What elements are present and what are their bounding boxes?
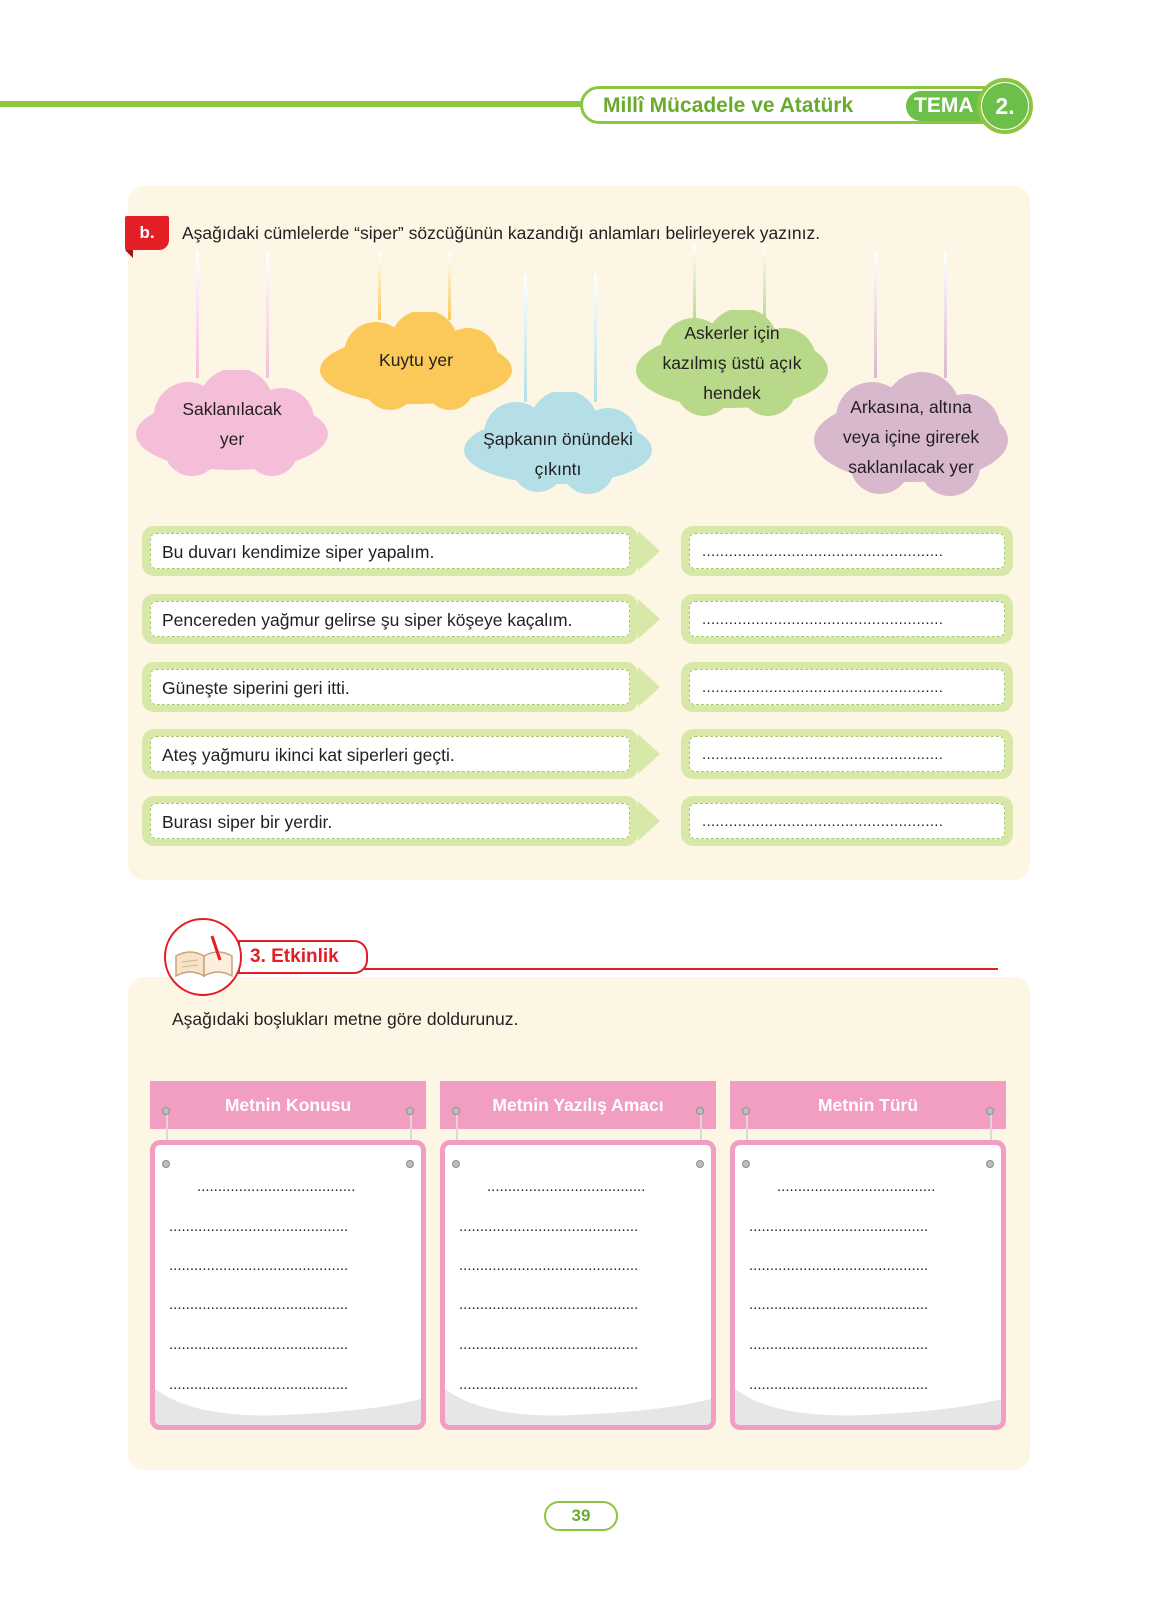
cloud-string xyxy=(266,252,269,378)
arrow-icon xyxy=(638,801,660,841)
answer-blank: ...................................................... xyxy=(702,543,944,560)
cloud-string xyxy=(448,252,451,320)
tema-number: 2. xyxy=(982,83,1028,129)
cloud-label: Şapkanın önündeki çıkıntı xyxy=(483,429,633,479)
cloud-label: Saklanılacak yer xyxy=(182,399,282,449)
page-number: 39 xyxy=(571,1506,591,1525)
header-rule xyxy=(0,101,600,107)
answer-blank: ...................................................... xyxy=(702,611,944,628)
arrow-icon xyxy=(638,531,660,571)
column-title: Metnin Türü xyxy=(817,1095,919,1115)
answer-blank: ...................................................... xyxy=(702,813,944,830)
cloud-label: Askerler için kazılmış üstü açık hendek xyxy=(662,323,802,403)
badge-fold xyxy=(125,250,133,258)
exercise-b-instruction: Aşağıdaki cümlelerde “siper” sözcüğünün kazandığı anlamları belirleyerek yazınız. xyxy=(182,223,821,243)
theme-title: Millî Mücadele ve Atatürk xyxy=(603,94,854,117)
cloud-label: Arkasına, altına veya içine girerek saklanılacak yer xyxy=(842,397,980,477)
sentence-text: Burası siper bir yerdir. xyxy=(162,812,333,832)
exercise-b-badge: b. xyxy=(125,216,169,250)
cloud-string xyxy=(196,252,199,378)
cloud-string xyxy=(524,274,527,402)
arrow-icon xyxy=(638,599,660,639)
cloud-string xyxy=(594,274,597,402)
cloud-label: Kuytu yer xyxy=(379,350,453,370)
cloud-string xyxy=(874,252,877,378)
answer-blank: ...................................................... xyxy=(702,679,944,696)
cloud-string xyxy=(944,252,947,378)
column-title: Metnin Yazılış Amacı xyxy=(492,1095,664,1115)
arrow-icon xyxy=(638,734,660,774)
activity-label: 3. Etkinlik xyxy=(250,946,339,967)
sentence-text: Ateş yağmuru ikinci kat siperleri geçti. xyxy=(162,745,455,765)
answer-blank: ...................................................... xyxy=(702,746,944,763)
cloud-string xyxy=(378,252,381,320)
sentence-text: Bu duvarı kendimize siper yapalım. xyxy=(162,542,435,562)
open-book-icon xyxy=(172,930,236,982)
sentence-text: Güneşte siperini geri itti. xyxy=(162,678,350,698)
column-title: Metnin Konusu xyxy=(224,1095,352,1115)
activity-instruction: Aşağıdaki boşlukları metne göre doldurunuz. xyxy=(172,1009,519,1029)
arrow-icon xyxy=(638,667,660,707)
tema-label: TEMA xyxy=(914,94,974,117)
sentence-text: Pencereden yağmur gelirse şu siper köşeye kaçalım. xyxy=(162,610,573,630)
